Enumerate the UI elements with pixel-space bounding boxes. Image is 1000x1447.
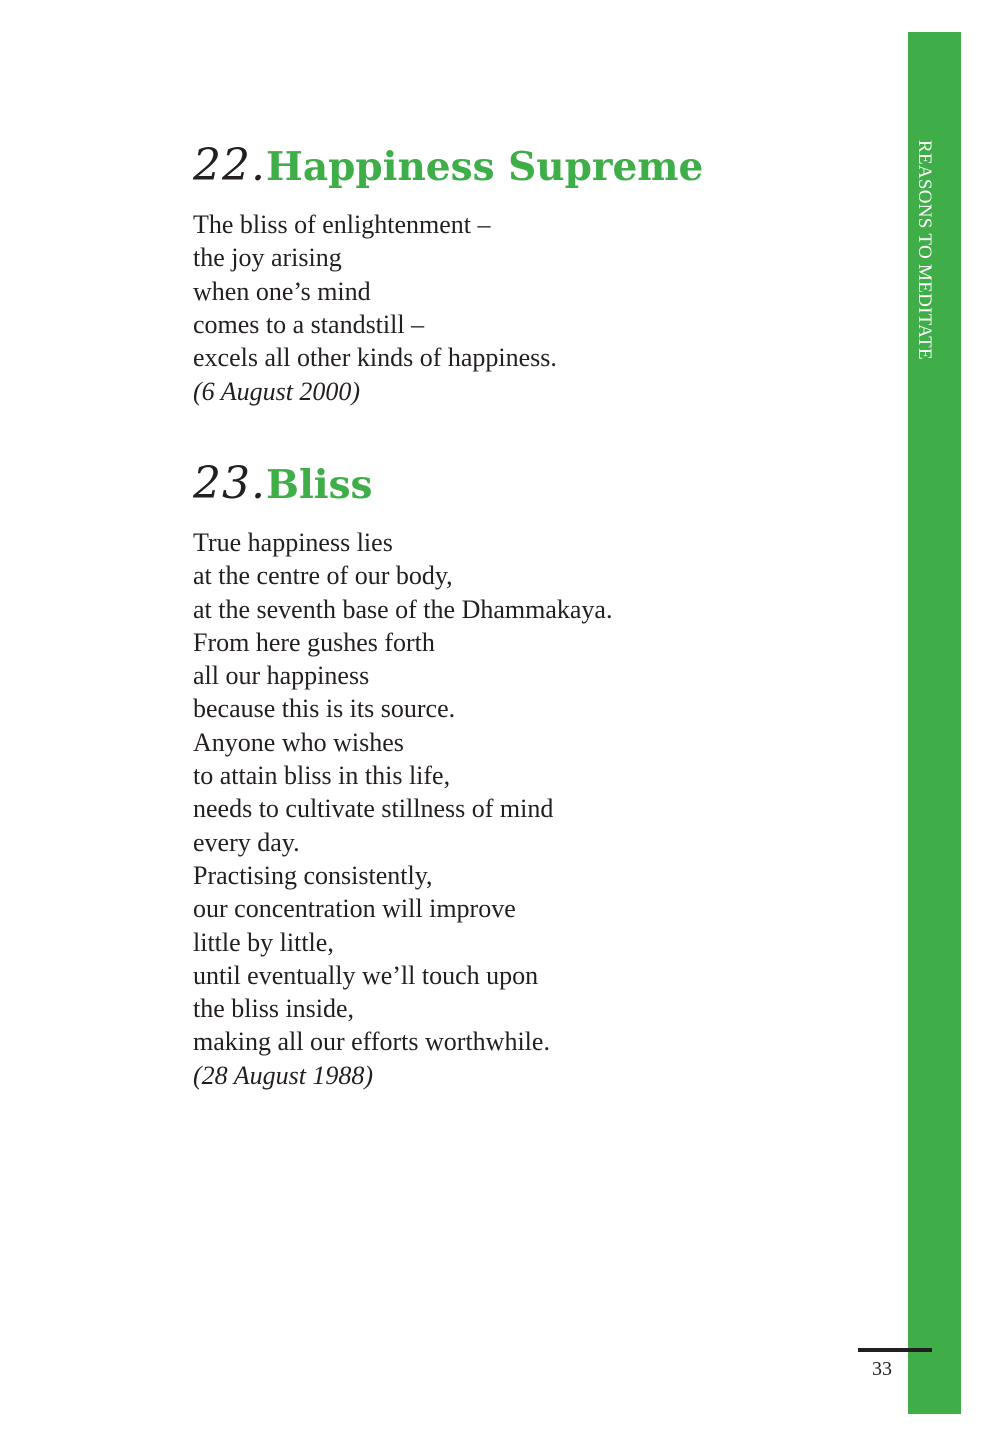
section-heading-22 [193,140,703,191]
poem-section-23 [193,526,612,1059]
poem-line: at the seventh base of the Dhammakaya. [193,594,613,624]
poem-line: because this is its source. [193,694,456,724]
poem-date: (28 August 1988) [193,1061,374,1090]
poem-line: every day. [193,827,300,857]
section-heading-23 [193,458,373,509]
section-number: 23. [193,458,266,509]
poem-line: excels all other kinds of happiness. [193,343,557,373]
poem-line: when one’s mind [193,276,371,306]
poem-line: our concentration will improve [193,894,516,924]
poem-line: the joy arising [193,243,342,273]
poem-line: The bliss of enlightenment – [193,210,491,239]
section-title: Happiness Supreme [265,144,704,190]
poem-line: at the centre of our body, [193,561,453,591]
poem-line: Practising consistently, [193,860,433,890]
poem-date: (6 August 2000) [193,377,361,406]
poem-line: True happiness lies [193,528,393,557]
poem-line: Anyone who wishes [193,727,404,757]
poem-line: needs to cultivate stillness of mind [193,794,554,824]
page-number-rule [858,1348,932,1352]
poem-line: making all our efforts worthwhile. [193,1027,550,1057]
poem-line: little by little, [193,927,334,957]
section-title: Bliss [265,462,373,508]
chapter-sidebar-label: REASONS TO MEDITATE [914,140,935,360]
poem-line: the bliss inside, [193,994,355,1024]
poem-line: all our happiness [193,661,370,691]
poem-line: to attain bliss in this life, [193,761,451,791]
page-number: 33 [872,1358,892,1380]
poem-line: From here gushes forth [193,627,435,657]
poem-section-22 [193,208,557,374]
section-number: 22. [193,140,266,191]
poem-line: until eventually we’ll touch upon [193,960,539,990]
poem-line: comes to a standstill – [193,309,425,339]
